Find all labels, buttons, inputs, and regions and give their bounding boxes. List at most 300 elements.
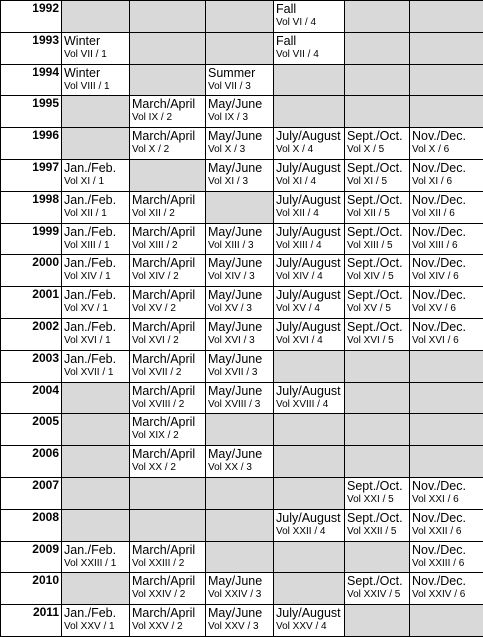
issue-label: May/June bbox=[208, 383, 271, 399]
issue-cell bbox=[274, 318, 345, 350]
volume-label: Vol XV / 6 bbox=[412, 303, 481, 315]
issue-label: Nov./Dec. bbox=[412, 510, 481, 526]
volume-label: Vol XXIV / 2 bbox=[132, 589, 203, 601]
issue-label: Nov./Dec. bbox=[412, 478, 481, 494]
issue-cell bbox=[410, 255, 483, 287]
table-row bbox=[1, 255, 483, 287]
issue-label: Nov./Dec. bbox=[412, 542, 481, 558]
volume-label: Vol XIV / 4 bbox=[276, 271, 342, 283]
issue-label: March/April bbox=[132, 255, 203, 271]
year-cell: 1999 bbox=[1, 223, 62, 255]
empty-cell bbox=[345, 382, 410, 414]
issue-label: March/April bbox=[132, 446, 203, 462]
issue-cell bbox=[345, 318, 410, 350]
issue-label: Fall bbox=[276, 33, 342, 49]
issue-cell bbox=[345, 191, 410, 223]
volume-label: Vol XVI / 4 bbox=[276, 335, 342, 347]
issue-cell bbox=[206, 573, 274, 605]
issue-cell bbox=[206, 318, 274, 350]
issue-label: March/April bbox=[132, 319, 203, 335]
issue-cell bbox=[345, 509, 410, 541]
issue-cell bbox=[274, 159, 345, 191]
volume-label: Vol XV / 5 bbox=[347, 303, 407, 315]
volume-label: Vol XIX / 2 bbox=[132, 430, 203, 442]
issue-label: March/April bbox=[132, 573, 203, 589]
issue-label: Sept./Oct. bbox=[347, 510, 407, 526]
volume-label: Vol XX / 3 bbox=[208, 462, 271, 474]
volume-label: Vol XIII / 5 bbox=[347, 240, 407, 252]
issue-cell bbox=[274, 223, 345, 255]
volume-label: Vol XVI / 1 bbox=[64, 335, 127, 347]
volume-label: Vol XXII / 4 bbox=[276, 526, 342, 538]
issue-label: March/April bbox=[132, 414, 203, 430]
volume-label: Vol X / 5 bbox=[347, 144, 407, 156]
empty-cell bbox=[345, 64, 410, 96]
table-row bbox=[1, 32, 483, 64]
issue-label: May/June bbox=[208, 224, 271, 240]
year-cell: 2003 bbox=[1, 350, 62, 382]
volume-label: Vol XXV / 2 bbox=[132, 621, 203, 633]
volume-label: Vol XII / 6 bbox=[412, 208, 481, 220]
volume-label: Vol XVI / 5 bbox=[347, 335, 407, 347]
issue-cell bbox=[62, 605, 130, 637]
issue-cell bbox=[130, 541, 206, 573]
year-cell: 1993 bbox=[1, 32, 62, 64]
empty-cell bbox=[130, 32, 206, 64]
empty-cell bbox=[130, 477, 206, 509]
issue-cell bbox=[130, 382, 206, 414]
empty-cell bbox=[206, 32, 274, 64]
table-row bbox=[1, 223, 483, 255]
volume-label: Vol XIII / 3 bbox=[208, 240, 271, 252]
issue-cell bbox=[274, 509, 345, 541]
issue-label: March/April bbox=[132, 128, 203, 144]
issue-cell bbox=[206, 350, 274, 382]
issue-cell bbox=[62, 159, 130, 191]
volume-label: Vol VII / 4 bbox=[276, 49, 342, 61]
table-row bbox=[1, 573, 483, 605]
issue-cell bbox=[130, 446, 206, 478]
volume-label: Vol XI / 4 bbox=[276, 176, 342, 188]
volume-label: Vol XXI / 6 bbox=[412, 494, 481, 506]
volume-label: Vol XXI / 5 bbox=[347, 494, 407, 506]
issue-label: May/June bbox=[208, 319, 271, 335]
issue-label: Jan./Feb. bbox=[64, 542, 127, 558]
volume-label: Vol XII / 4 bbox=[276, 208, 342, 220]
volume-label: Vol XVIII / 2 bbox=[132, 399, 203, 411]
issue-cell bbox=[274, 1, 345, 33]
volume-label: Vol XXV / 3 bbox=[208, 621, 271, 633]
volume-label: Vol XVI / 6 bbox=[412, 335, 481, 347]
year-cell: 1998 bbox=[1, 191, 62, 223]
empty-cell bbox=[62, 446, 130, 478]
issue-cell bbox=[130, 318, 206, 350]
issue-label: July/August bbox=[276, 128, 342, 144]
volume-label: Vol XVI / 2 bbox=[132, 335, 203, 347]
empty-cell bbox=[410, 96, 483, 128]
empty-cell bbox=[62, 509, 130, 541]
table-row bbox=[1, 96, 483, 128]
volume-label: Vol XVI / 3 bbox=[208, 335, 271, 347]
issue-label: Jan./Feb. bbox=[64, 192, 127, 208]
issue-cell bbox=[410, 191, 483, 223]
issue-label: July/August bbox=[276, 510, 342, 526]
issue-cell bbox=[410, 477, 483, 509]
issue-label: July/August bbox=[276, 319, 342, 335]
issue-cell bbox=[410, 287, 483, 319]
issue-label: Jan./Feb. bbox=[64, 605, 127, 621]
issue-label: Sept./Oct. bbox=[347, 287, 407, 303]
year-cell: 2009 bbox=[1, 541, 62, 573]
volume-label: Vol XIV / 1 bbox=[64, 271, 127, 283]
issue-label: May/June bbox=[208, 446, 271, 462]
volume-label: Vol VII / 3 bbox=[208, 81, 271, 93]
issue-cell bbox=[206, 382, 274, 414]
empty-cell bbox=[206, 414, 274, 446]
volume-label: Vol XXIII / 2 bbox=[132, 558, 203, 570]
issue-cell bbox=[62, 255, 130, 287]
empty-cell bbox=[345, 350, 410, 382]
empty-cell bbox=[410, 350, 483, 382]
issue-cell bbox=[62, 287, 130, 319]
issue-cell bbox=[62, 64, 130, 96]
empty-cell bbox=[345, 96, 410, 128]
issue-label: July/August bbox=[276, 192, 342, 208]
empty-cell bbox=[62, 128, 130, 160]
year-cell: 2000 bbox=[1, 255, 62, 287]
issue-cell bbox=[206, 223, 274, 255]
issue-cell bbox=[345, 287, 410, 319]
issue-label: Nov./Dec. bbox=[412, 255, 481, 271]
empty-cell bbox=[410, 382, 483, 414]
table-row bbox=[1, 446, 483, 478]
issue-cell bbox=[345, 477, 410, 509]
issue-label: Jan./Feb. bbox=[64, 224, 127, 240]
empty-cell bbox=[130, 509, 206, 541]
empty-cell bbox=[62, 573, 130, 605]
issue-label: Sept./Oct. bbox=[347, 573, 407, 589]
issue-label: March/April bbox=[132, 542, 203, 558]
issue-cell bbox=[206, 64, 274, 96]
issue-label: Jan./Feb. bbox=[64, 319, 127, 335]
issue-cell bbox=[206, 255, 274, 287]
issue-cell bbox=[130, 287, 206, 319]
issue-cell bbox=[206, 96, 274, 128]
empty-cell bbox=[274, 64, 345, 96]
volume-label: Vol XXV / 4 bbox=[276, 621, 342, 633]
empty-cell bbox=[345, 32, 410, 64]
volume-label: Vol X / 4 bbox=[276, 144, 342, 156]
volume-label: Vol IX / 3 bbox=[208, 112, 271, 124]
issue-label: May/June bbox=[208, 96, 271, 112]
year-cell: 2008 bbox=[1, 509, 62, 541]
issue-label: May/June bbox=[208, 160, 271, 176]
volume-label: Vol XV / 4 bbox=[276, 303, 342, 315]
volume-label: Vol XIII / 1 bbox=[64, 240, 127, 252]
issue-cell bbox=[206, 446, 274, 478]
volume-label: Vol VIII / 1 bbox=[64, 81, 127, 93]
volume-label: Vol XVII / 1 bbox=[64, 367, 127, 379]
issue-cell bbox=[274, 32, 345, 64]
issue-cell bbox=[62, 191, 130, 223]
issue-cell bbox=[274, 191, 345, 223]
issue-cell bbox=[206, 287, 274, 319]
empty-cell bbox=[410, 64, 483, 96]
volume-label: Vol XII / 1 bbox=[64, 208, 127, 220]
issue-cell bbox=[62, 223, 130, 255]
empty-cell bbox=[274, 477, 345, 509]
issue-label: Sept./Oct. bbox=[347, 224, 407, 240]
empty-cell bbox=[62, 477, 130, 509]
volume-label: Vol XVIII / 4 bbox=[276, 399, 342, 411]
empty-cell bbox=[410, 605, 483, 637]
issue-cell bbox=[274, 382, 345, 414]
issue-label: Summer bbox=[208, 65, 271, 81]
issue-label: March/April bbox=[132, 287, 203, 303]
empty-cell bbox=[206, 477, 274, 509]
issue-label: May/June bbox=[208, 351, 271, 367]
year-cell: 1992 bbox=[1, 1, 62, 33]
empty-cell bbox=[274, 414, 345, 446]
issue-label: May/June bbox=[208, 573, 271, 589]
empty-cell bbox=[62, 1, 130, 33]
issue-cell bbox=[345, 223, 410, 255]
issue-cell bbox=[274, 287, 345, 319]
issue-label: Nov./Dec. bbox=[412, 128, 481, 144]
issue-label: Nov./Dec. bbox=[412, 573, 481, 589]
volume-label: Vol XII / 5 bbox=[347, 208, 407, 220]
issue-label: Sept./Oct. bbox=[347, 255, 407, 271]
issue-label: Fall bbox=[276, 1, 342, 17]
volume-label: Vol XV / 3 bbox=[208, 303, 271, 315]
issue-cell bbox=[130, 96, 206, 128]
issue-cell bbox=[345, 128, 410, 160]
empty-cell bbox=[130, 159, 206, 191]
issue-cell bbox=[130, 414, 206, 446]
issue-label: March/April bbox=[132, 192, 203, 208]
issue-cell bbox=[410, 541, 483, 573]
issue-label: July/August bbox=[276, 287, 342, 303]
issue-cell bbox=[130, 350, 206, 382]
volume-label: Vol XXII / 6 bbox=[412, 526, 481, 538]
issue-label: July/August bbox=[276, 160, 342, 176]
issue-cell bbox=[410, 509, 483, 541]
issue-cell bbox=[410, 223, 483, 255]
issue-cell bbox=[206, 605, 274, 637]
issue-cell bbox=[130, 255, 206, 287]
volume-label: Vol XXIV / 5 bbox=[347, 589, 407, 601]
table-row bbox=[1, 350, 483, 382]
empty-cell bbox=[274, 350, 345, 382]
empty-cell bbox=[274, 573, 345, 605]
issue-cell bbox=[130, 605, 206, 637]
volume-label: Vol XI / 6 bbox=[412, 176, 481, 188]
issue-label: Sept./Oct. bbox=[347, 128, 407, 144]
volume-label: Vol XIII / 6 bbox=[412, 240, 481, 252]
year-cell: 2004 bbox=[1, 382, 62, 414]
issue-label: Jan./Feb. bbox=[64, 351, 127, 367]
table-row bbox=[1, 541, 483, 573]
year-cell: 2007 bbox=[1, 477, 62, 509]
empty-cell bbox=[410, 1, 483, 33]
empty-cell bbox=[62, 96, 130, 128]
issue-cell bbox=[130, 223, 206, 255]
issue-label: Winter bbox=[64, 65, 127, 81]
issue-label: March/April bbox=[132, 351, 203, 367]
volume-label: Vol XIII / 2 bbox=[132, 240, 203, 252]
issue-cell bbox=[345, 573, 410, 605]
volume-label: Vol XX / 2 bbox=[132, 462, 203, 474]
volume-label: Vol XVIII / 3 bbox=[208, 399, 271, 411]
issue-label: Nov./Dec. bbox=[412, 160, 481, 176]
issue-cell bbox=[410, 318, 483, 350]
table-row bbox=[1, 159, 483, 191]
issue-label: Jan./Feb. bbox=[64, 287, 127, 303]
table-row bbox=[1, 477, 483, 509]
volume-label: Vol XXIII / 6 bbox=[412, 558, 481, 570]
empty-cell bbox=[130, 1, 206, 33]
issue-label: Winter bbox=[64, 33, 127, 49]
table-row bbox=[1, 128, 483, 160]
volume-label: Vol XIII / 4 bbox=[276, 240, 342, 252]
year-cell: 2011 bbox=[1, 605, 62, 637]
empty-cell bbox=[410, 446, 483, 478]
empty-cell bbox=[274, 96, 345, 128]
issue-cell bbox=[345, 159, 410, 191]
issue-label: March/April bbox=[132, 605, 203, 621]
empty-cell bbox=[410, 414, 483, 446]
table-row bbox=[1, 64, 483, 96]
issue-cell bbox=[206, 159, 274, 191]
issue-cell bbox=[274, 255, 345, 287]
issue-cell bbox=[274, 605, 345, 637]
empty-cell bbox=[274, 541, 345, 573]
issue-label: Nov./Dec. bbox=[412, 287, 481, 303]
volume-label: Vol XXV / 1 bbox=[64, 621, 127, 633]
table-row bbox=[1, 287, 483, 319]
volume-label: Vol XIV / 3 bbox=[208, 271, 271, 283]
table-row bbox=[1, 318, 483, 350]
issue-cell bbox=[410, 128, 483, 160]
issue-cell bbox=[410, 573, 483, 605]
year-cell: 1995 bbox=[1, 96, 62, 128]
empty-cell bbox=[274, 446, 345, 478]
volume-label: Vol XVII / 3 bbox=[208, 367, 271, 379]
volume-label: Vol XIV / 6 bbox=[412, 271, 481, 283]
volume-label: Vol VII / 1 bbox=[64, 49, 127, 61]
volume-label: Vol XXIII / 1 bbox=[64, 558, 127, 570]
year-cell: 2005 bbox=[1, 414, 62, 446]
volume-label: Vol X / 6 bbox=[412, 144, 481, 156]
year-cell: 1994 bbox=[1, 64, 62, 96]
issue-cell bbox=[62, 32, 130, 64]
volume-label: Vol X / 3 bbox=[208, 144, 271, 156]
empty-cell bbox=[345, 605, 410, 637]
empty-cell bbox=[62, 382, 130, 414]
volume-label: Vol XXII / 5 bbox=[347, 526, 407, 538]
issue-cell bbox=[345, 255, 410, 287]
year-cell: 2010 bbox=[1, 573, 62, 605]
issue-label: May/June bbox=[208, 287, 271, 303]
table-row bbox=[1, 191, 483, 223]
empty-cell bbox=[410, 32, 483, 64]
volume-label: Vol IX / 2 bbox=[132, 112, 203, 124]
table-row bbox=[1, 1, 483, 33]
issue-label: Nov./Dec. bbox=[412, 224, 481, 240]
empty-cell bbox=[130, 64, 206, 96]
volume-label: Vol XI / 5 bbox=[347, 176, 407, 188]
issue-label: May/June bbox=[208, 128, 271, 144]
empty-cell bbox=[345, 446, 410, 478]
table-row bbox=[1, 382, 483, 414]
issue-label: May/June bbox=[208, 605, 271, 621]
issue-cell bbox=[206, 128, 274, 160]
table-row bbox=[1, 414, 483, 446]
volume-label: Vol VI / 4 bbox=[276, 17, 342, 29]
volume-label: Vol XII / 2 bbox=[132, 208, 203, 220]
issue-label: Sept./Oct. bbox=[347, 478, 407, 494]
empty-cell bbox=[206, 509, 274, 541]
year-cell: 1996 bbox=[1, 128, 62, 160]
issue-cell bbox=[130, 128, 206, 160]
volume-label: Vol XIV / 2 bbox=[132, 271, 203, 283]
table-body bbox=[1, 1, 483, 637]
year-cell: 2002 bbox=[1, 318, 62, 350]
volume-label: Vol XVII / 2 bbox=[132, 367, 203, 379]
volume-label: Vol XXIV / 6 bbox=[412, 589, 481, 601]
volume-label: Vol XV / 2 bbox=[132, 303, 203, 315]
issue-cell bbox=[130, 573, 206, 605]
volume-label: Vol XXIV / 3 bbox=[208, 589, 271, 601]
table-row bbox=[1, 605, 483, 637]
issue-cell bbox=[62, 541, 130, 573]
issue-label: Sept./Oct. bbox=[347, 319, 407, 335]
year-cell: 2001 bbox=[1, 287, 62, 319]
issue-cell bbox=[274, 128, 345, 160]
issue-label: May/June bbox=[208, 255, 271, 271]
empty-cell bbox=[345, 414, 410, 446]
issue-label: July/August bbox=[276, 224, 342, 240]
issue-label: Sept./Oct. bbox=[347, 160, 407, 176]
year-cell: 2006 bbox=[1, 446, 62, 478]
empty-cell bbox=[345, 1, 410, 33]
volume-label: Vol XI / 3 bbox=[208, 176, 271, 188]
volume-label: Vol XIV / 5 bbox=[347, 271, 407, 283]
issue-label: July/August bbox=[276, 383, 342, 399]
empty-cell bbox=[206, 541, 274, 573]
year-cell: 1997 bbox=[1, 159, 62, 191]
volume-label: Vol XV / 1 bbox=[64, 303, 127, 315]
issue-cell bbox=[130, 191, 206, 223]
issue-cell bbox=[62, 318, 130, 350]
empty-cell bbox=[62, 414, 130, 446]
issue-label: Nov./Dec. bbox=[412, 192, 481, 208]
issue-cell bbox=[62, 350, 130, 382]
issue-label: March/April bbox=[132, 224, 203, 240]
issue-label: Sept./Oct. bbox=[347, 192, 407, 208]
issue-cell bbox=[410, 159, 483, 191]
issue-label: Jan./Feb. bbox=[64, 160, 127, 176]
issue-label: Nov./Dec. bbox=[412, 319, 481, 335]
table-row bbox=[1, 509, 483, 541]
issue-label: July/August bbox=[276, 605, 342, 621]
empty-cell bbox=[206, 191, 274, 223]
empty-cell bbox=[345, 541, 410, 573]
issue-label: Jan./Feb. bbox=[64, 255, 127, 271]
volume-label: Vol X / 2 bbox=[132, 144, 203, 156]
empty-cell bbox=[206, 1, 274, 33]
volume-label: Vol XI / 1 bbox=[64, 176, 127, 188]
